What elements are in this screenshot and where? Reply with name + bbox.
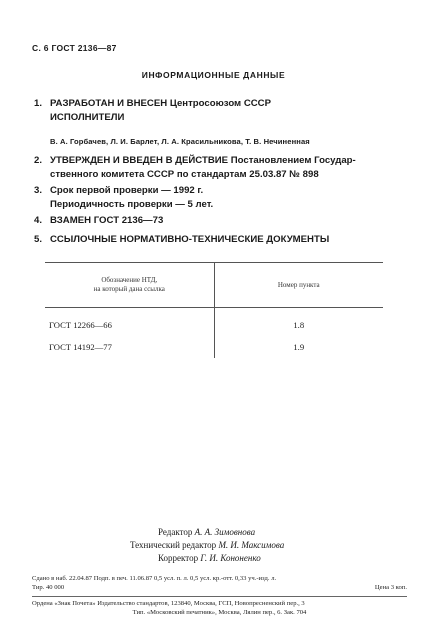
- section-text-cont: ственного комитета СССР по стандартам 25.03.87 № 898: [50, 169, 319, 180]
- column-header-line: на который дана ссылка: [93, 285, 165, 293]
- section-1: [34, 97, 271, 125]
- table-row: [45, 336, 383, 358]
- editorial-credits: [0, 526, 427, 565]
- section-number: 5.: [34, 234, 43, 245]
- column-header-item: Номер пункта: [277, 280, 320, 289]
- section-text: Срок первой проверки — 1992 г.: [50, 185, 204, 196]
- page-header: С. 6 ГОСТ 2136—87: [32, 43, 117, 53]
- corrector-credit: [158, 552, 427, 565]
- section-text: ССЫЛОЧНЫЕ НОРМАТИВНО-ТЕХНИЧЕСКИЕ ДОКУМЕНТЫ: [50, 234, 330, 245]
- table-cell-document: ГОСТ 14192—77: [49, 342, 112, 352]
- column-header-line: Обозначение НТД,: [101, 276, 158, 284]
- tech-editor-label: Технический редактор: [130, 540, 217, 550]
- table-row: [45, 308, 383, 337]
- price: Цена 3 коп.: [374, 583, 407, 591]
- section-5: [34, 233, 329, 247]
- section-4: [34, 214, 163, 228]
- table-header-row: [45, 263, 383, 308]
- editor-name: А. А. Зимовнова: [194, 527, 256, 537]
- publication-line: Сдано в наб. 22.04.87 Подп. в печ. 11.06.87 0,5 усл. п. л. 0,5 усл. кр.-отт. 0,33 уч.-изд. л.: [32, 575, 277, 582]
- corrector-label: Корректор: [158, 553, 199, 563]
- section-text: РАЗРАБОТАН И ВНЕСЕН Центросоюзом СССР: [50, 98, 271, 109]
- column-header-document: [45, 263, 214, 308]
- divider: [32, 596, 407, 597]
- section-3: [34, 184, 213, 212]
- section-number: 3.: [34, 185, 43, 196]
- page-title: ИНФОРМАЦИОННЫЕ ДАННЫЕ: [141, 70, 286, 80]
- print-run: Тир. 40 000: [32, 583, 65, 591]
- authors-list: В. А. Горбачев, Л. И. Барлет, Л. А. Красильникова, Т. В. Нечиненная: [50, 137, 310, 146]
- editor-credit: [158, 526, 427, 539]
- table-cell-item: 1.8: [214, 308, 383, 337]
- editor-label: Редактор: [158, 527, 193, 537]
- publisher-line: Ордена «Знак Почета» Издательство стандартов, 123840, Москва, ГСП, Новопресненский пер., 3: [32, 600, 305, 607]
- section-number: 2.: [34, 155, 43, 166]
- publication-info: [32, 575, 407, 617]
- corrector-name: Г. И. Кононенко: [200, 553, 261, 563]
- section-text: ВЗАМЕН ГОСТ 2136—73: [50, 215, 164, 226]
- references-table: [45, 262, 383, 358]
- section-text: УТВЕРЖДЕН И ВВЕДЕН В ДЕЙСТВИЕ Постановлением Государ-: [50, 155, 356, 166]
- section-text-cont: Периодичность проверки — 5 лет.: [50, 199, 214, 210]
- table-cell-item: 1.9: [214, 336, 383, 358]
- section-number: 4.: [34, 215, 43, 226]
- publication-line: [32, 584, 407, 593]
- table-cell-document: ГОСТ 12266—66: [49, 320, 112, 330]
- printer-line: Тип. «Московский печатник», Москва, Лялин пер., 6. Зак. 704: [132, 608, 307, 616]
- section-number: 1.: [34, 98, 43, 109]
- section-text-cont: ИСПОЛНИТЕЛИ: [50, 112, 125, 123]
- tech-editor-credit: [130, 539, 427, 552]
- tech-editor-name: М. И. Максимова: [218, 540, 285, 550]
- section-2: [34, 154, 356, 182]
